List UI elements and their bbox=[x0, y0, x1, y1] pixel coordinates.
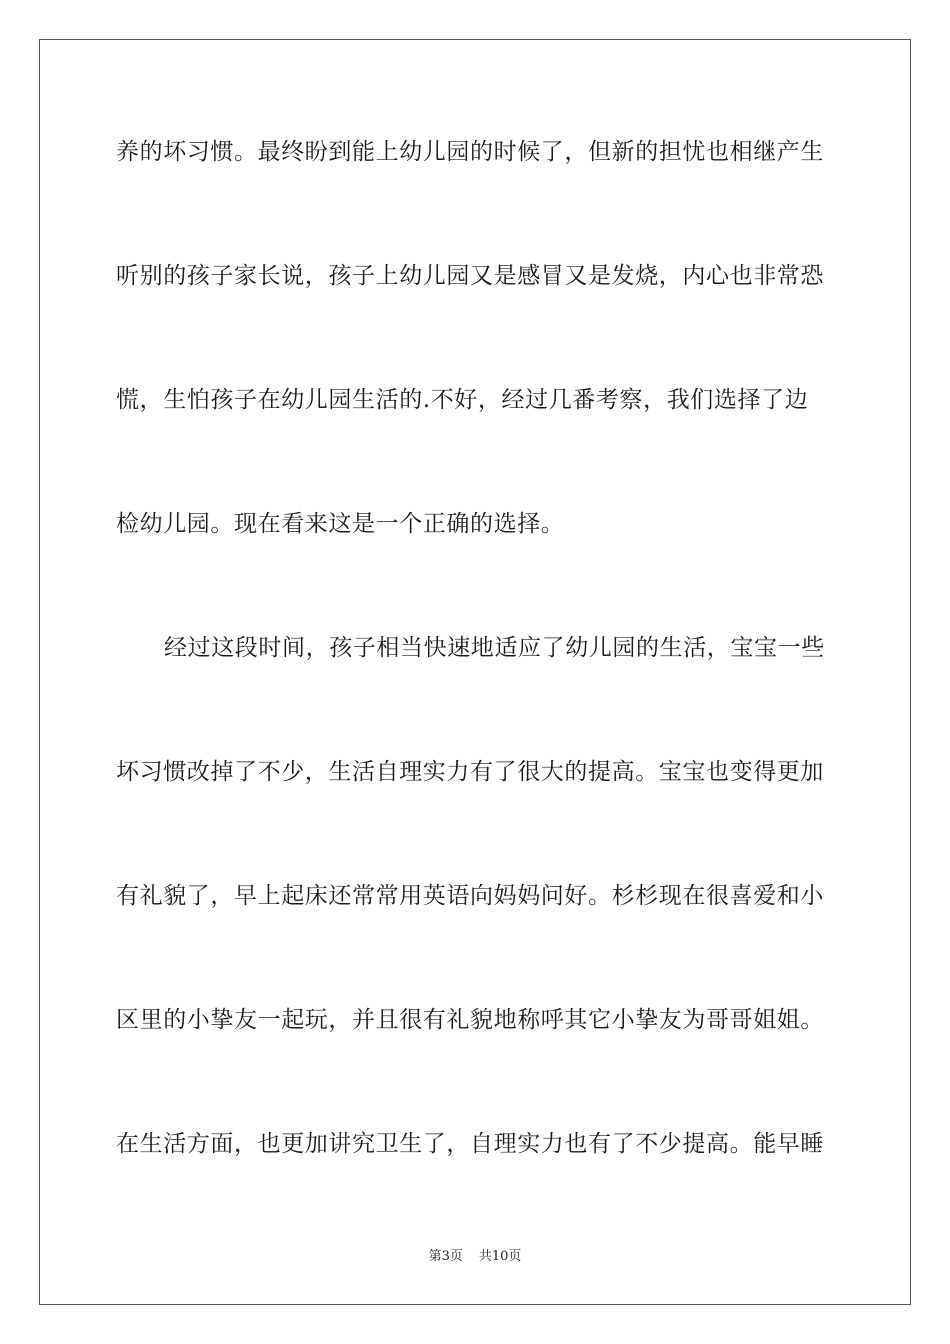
text-line: 检幼儿园。现在看来这是一个正确的选择。 bbox=[116, 511, 565, 537]
text-line: 区里的小挚友一起玩，并且很有礼貌地称呼其它小挚友为哥哥姐姐。 bbox=[116, 1007, 824, 1033]
page-footer bbox=[0, 1248, 950, 1266]
total-pages: 共10页 bbox=[478, 1249, 522, 1264]
text-line: 坏习惯改掉了不少，生活自理实力有了很大的提高。宝宝也变得更加 bbox=[116, 759, 824, 785]
paragraph-first-line: 经过这段时间，孩子相当快速地适应了幼儿园的生活，宝宝一些 bbox=[164, 635, 825, 661]
page-border bbox=[39, 39, 911, 1305]
page-number: 第3页 bbox=[428, 1249, 463, 1264]
text-line: 听别的孩子家长说，孩子上幼儿园又是感冒又是发烧，内心也非常恐 bbox=[116, 263, 824, 289]
text-line: 养的坏习惯。最终盼到能上幼儿园的时候了，但新的担忧也相继产生 bbox=[116, 139, 824, 165]
text-line: 有礼貌了，早上起床还常常用英语向妈妈问好。杉杉现在很喜爱和小 bbox=[116, 883, 824, 909]
text-line: 慌，生怕孩子在幼儿园生活的.不好，经过几番考察，我们选择了边 bbox=[116, 387, 809, 413]
text-line: 在生活方面，也更加讲究卫生了，自理实力也有了不少提高。能早睡 bbox=[116, 1131, 824, 1157]
